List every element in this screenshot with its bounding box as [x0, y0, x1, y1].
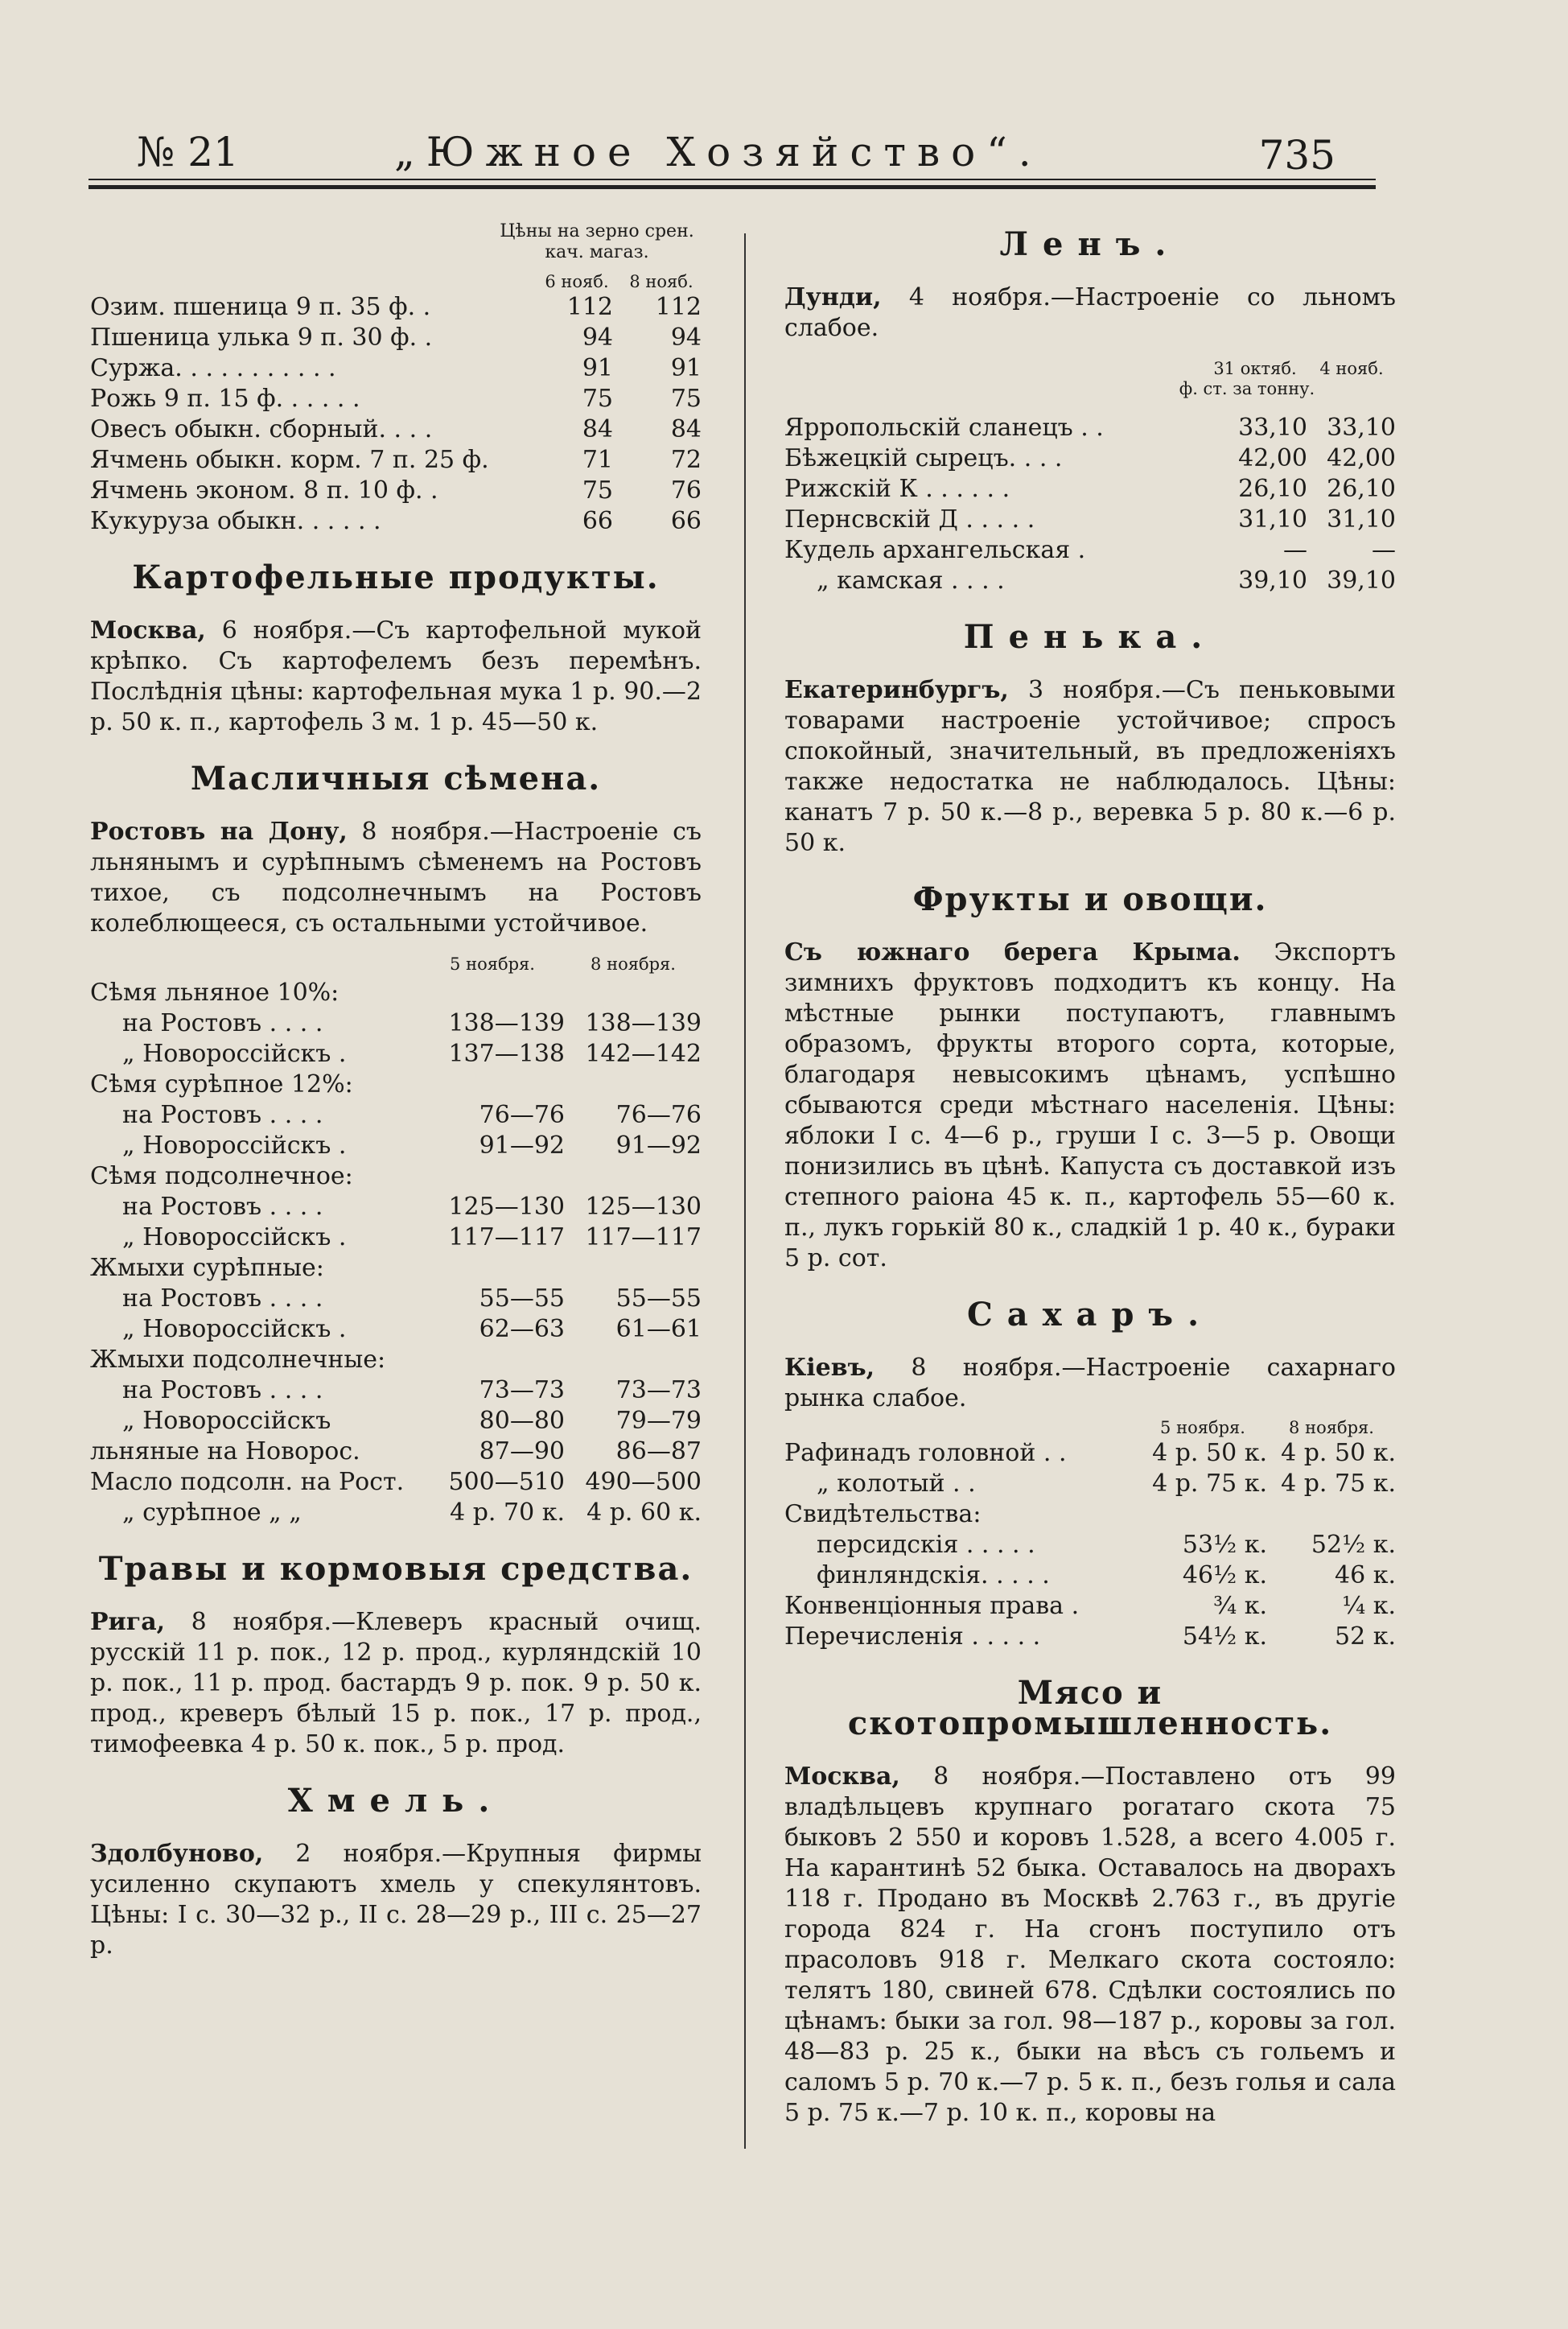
cell: 125—130: [585, 1193, 702, 1221]
table-row: [90, 1039, 702, 1070]
flax-col2: 4 нояб.: [1319, 359, 1384, 378]
cell: 76—76: [615, 1101, 702, 1129]
cell: 112: [566, 293, 613, 321]
cell: 4 р. 75 к.: [1281, 1470, 1396, 1498]
row-label: на Ростовъ . . . .: [122, 1193, 323, 1221]
cell: 75: [582, 385, 613, 413]
table-row: [784, 443, 1396, 474]
table-row: [90, 1314, 702, 1345]
oilseeds-paragraph: [90, 817, 702, 939]
oilseeds-col-spacer: [90, 954, 420, 975]
oilseeds-table: [90, 954, 702, 1528]
cell: 52½ к.: [1311, 1531, 1396, 1559]
cell: 26,10: [1238, 475, 1307, 503]
cell: 125—130: [448, 1193, 565, 1221]
cell: 62—63: [479, 1315, 565, 1343]
cell: 4 р. 60 к.: [586, 1498, 702, 1527]
cell: 4 р. 50 к.: [1152, 1439, 1267, 1467]
cell: ¾ к.: [1213, 1592, 1267, 1620]
cell: 33,10: [1327, 414, 1396, 442]
row-label: Конвенціонныя права .: [784, 1592, 1080, 1620]
row-label: на Ростовъ . . . .: [122, 1101, 323, 1129]
row-label: „ Новороссійскъ: [122, 1407, 331, 1435]
row-label: Рижскій К . . . . . .: [784, 475, 1010, 503]
cell: 91: [582, 354, 613, 382]
grass-paragraph: [90, 1607, 702, 1760]
page-number: 735: [1258, 132, 1335, 179]
cell: [565, 978, 702, 1008]
sugar-col-spacer: [784, 1417, 1138, 1438]
cell: 500—510: [448, 1468, 565, 1496]
table-row: [90, 1284, 702, 1314]
row-label: Свидѣтельства:: [784, 1500, 982, 1528]
cell: 112: [655, 293, 702, 321]
flax-table: [784, 358, 1396, 596]
fruit-paragraph: [784, 938, 1396, 1274]
row-label: Рафинадъ головной . .: [784, 1439, 1067, 1467]
row-label: „ Новороссійскъ .: [122, 1132, 347, 1160]
row-label: финляндскія. . . . .: [817, 1561, 1050, 1589]
right-column: [784, 221, 1396, 2143]
cell: 91—92: [615, 1132, 702, 1160]
row-label: Кукуруза обыкн. . . . . .: [90, 507, 381, 535]
cell: 73—73: [479, 1376, 565, 1404]
table-row: [90, 353, 702, 384]
hemp-heading: Пенька.: [963, 618, 1217, 656]
fruit-place: Съ южнаго берега Крыма.: [784, 938, 1241, 967]
flax-rows: [784, 413, 1396, 596]
table-row: [90, 476, 702, 506]
table-row: [784, 1499, 1396, 1530]
grass-heading: Травы и кормовыя средства.: [98, 1550, 693, 1588]
cell: [1267, 1499, 1396, 1530]
cell: 39,10: [1327, 567, 1396, 595]
cell: 138—139: [585, 1009, 702, 1037]
row-label: Пернсвскій Д . . . . .: [784, 505, 1035, 534]
cell: ¼ к.: [1342, 1592, 1396, 1620]
cell: 73—73: [615, 1376, 702, 1404]
table-row: [784, 1530, 1396, 1560]
row-label: льняные на Новорос.: [90, 1437, 360, 1465]
oilseeds-col1: 5 ноября.: [450, 954, 535, 974]
row-label: Жмыхи сурѣпные:: [90, 1254, 324, 1282]
table-row: [784, 505, 1396, 535]
table-row: [90, 1131, 702, 1161]
table-row: [784, 535, 1396, 566]
row-label: Бѣжецкій сырецъ. . . .: [784, 444, 1063, 472]
row-label: „ Новороссійскъ .: [122, 1223, 347, 1251]
oilseeds-rows: [90, 978, 702, 1528]
cell: 54½ к.: [1182, 1622, 1267, 1651]
table-row: [90, 1375, 702, 1406]
row-label: Суржа. . . . . . . . . . .: [90, 354, 336, 382]
grass-text: 8 ноября.—Клеверъ красный очищ. русскій 11 р. пок., 12 р. прод., курляндскій 10 р. пок., 11 р. прод. бастардъ 9 р. пок. 9 р. 50 к. прод., креверъ бѣлый 15 р. пок., 17 р. прод., тимофеевка 4 р. 50 к. пок., 5 р. прод.: [90, 1608, 702, 1758]
table-row: [90, 292, 702, 323]
cell: [565, 1070, 702, 1100]
meat-text: 8 ноября.—Поставлено отъ 99 владѣльцевъ крупнаго рогатаго скота 75 быковъ 2 550 и коровъ 1.528, а всего 4.005 г. На карантинѣ 52 быка. Оставалось на дворахъ 118 г. Продано въ Москвѣ 2.763 г., въ другіе города 824 г. На сгонъ поступило отъ прасоловъ 918 г. Мелкаго скота состояло: телятъ 180, свиней 678. Сдѣлки состоялись по цѣнамъ: быки за гол. 98—187 р., коровы за гол. 48—83 р. 25 к., быки на вѣсъ съ гольемъ и саломъ 5 р. 70 к.—7 р. 5 к. п., безъ голья и сала 5 р. 75 к.—7 р. 10 к. п., коровы на: [784, 1762, 1396, 2127]
hops-place: Здолбуново,: [90, 1840, 264, 1868]
oilseeds-place: Ростовъ на Дону,: [90, 818, 348, 846]
grain-rows: [90, 292, 702, 537]
cell: 46½ к.: [1182, 1561, 1267, 1589]
cell: 91—92: [479, 1132, 565, 1160]
table-row: [90, 1253, 702, 1284]
header-rule-thin: [88, 179, 1376, 180]
hops-heading: Хмель.: [287, 1782, 504, 1820]
row-label: „ камская . . . .: [817, 567, 1005, 595]
flax-place: Дунди,: [784, 283, 882, 311]
oilseeds-text: 8 ноября.—Настроеніе съ льнянымъ и сурѣпнымъ сѣменемъ на Ростовъ тихое, съ подсолнечнымъ на Ростовъ колеблющееся, съ остальными устойчивое.: [90, 818, 702, 938]
cell: [565, 1253, 702, 1284]
cell: 4 р. 75 к.: [1152, 1470, 1267, 1498]
oilseeds-col-headers: [90, 954, 702, 975]
table-row: [90, 978, 702, 1008]
cell: 142—142: [585, 1040, 702, 1068]
table-row: [784, 1438, 1396, 1469]
potato-heading: Картофельные продукты.: [132, 559, 660, 596]
cell: —: [1283, 536, 1307, 564]
grain-col-spacer: [90, 271, 533, 292]
cell: 31,10: [1238, 505, 1307, 534]
row-label: Сѣмя сурѣпное 12%:: [90, 1070, 353, 1099]
cell: 87—90: [479, 1437, 565, 1465]
row-label: Пшеница улька 9 п. 30 ф. .: [90, 324, 433, 352]
meat-place: Москва,: [784, 1762, 900, 1791]
sugar-col-headers: [784, 1417, 1396, 1438]
sugar-col2: 8 ноября.: [1289, 1418, 1374, 1437]
cell: 79—79: [615, 1407, 702, 1435]
cell: [565, 1161, 702, 1192]
hemp-paragraph: [784, 675, 1396, 859]
cell: 71: [582, 446, 613, 474]
table-row: [90, 1345, 702, 1375]
row-label: на Ростовъ . . . .: [122, 1376, 323, 1404]
cell: 55—55: [479, 1284, 565, 1313]
cell: 490—500: [585, 1468, 702, 1496]
cell: 117—117: [585, 1223, 702, 1251]
row-label: Сѣмя льняное 10%:: [90, 979, 340, 1007]
table-row: [90, 1467, 702, 1498]
cell: [420, 1253, 565, 1284]
sugar-text: 8 ноября.—Настроеніе сахарнаго рынка слабое.: [784, 1354, 1396, 1412]
cell: 61—61: [615, 1315, 702, 1343]
column-divider: [744, 233, 746, 2149]
cell: 94: [582, 324, 613, 352]
potato-text: 6 ноября.—Съ картофельной мукой крѣпко. Съ картофелемъ безъ перемѣнъ. Послѣднія цѣны: картофельная мука 1 р. 90.—2 р. 50 к. п., картофель 3 м. 1 р. 45—50 к.: [90, 616, 702, 736]
hops-paragraph: [90, 1839, 702, 1961]
cell: 33,10: [1238, 414, 1307, 442]
row-label: Перечисленія . . . . .: [784, 1622, 1041, 1651]
grain-col-headers: [90, 271, 702, 292]
potato-paragraph: [90, 616, 702, 738]
sugar-col1: 5 ноября.: [1160, 1418, 1245, 1437]
row-label: Кудель архангельская .: [784, 536, 1086, 564]
fruit-text: Экспортъ зимнихъ фруктовъ подходитъ къ концу. На мѣстные рынки поступаютъ, главнымъ образомъ, фрукты второго сорта, которые, благодаря невысокимъ цѣнамъ, успѣшно сбываются среди мѣстнаго населенія. Цѣны: яблоки I с. 4—6 р., груши I с. 3—5 р. Овощи понизились въ цѣнѣ. Капуста съ доставкой изъ степного раіона 45 к. п., картофель 55—60 к. п., лукъ горькій 80 к., сладкій 1 р. 40 к., бураки 5 р. сот.: [784, 938, 1396, 1272]
cell: 31,10: [1327, 505, 1396, 534]
row-label: Ячмень обыкн. корм. 7 п. 25 ф.: [90, 446, 489, 474]
left-column: [90, 221, 702, 1976]
cell: —: [1372, 536, 1396, 564]
cell: 4 р. 50 к.: [1281, 1439, 1396, 1467]
row-label: „ колотый . .: [817, 1470, 976, 1498]
cell: [420, 1161, 565, 1192]
cell: 91: [670, 354, 702, 382]
flax-heading: Ленъ.: [999, 225, 1181, 263]
page-header: [88, 121, 1376, 185]
flax-col1: 31 октяб.: [1213, 359, 1297, 378]
row-label: „ Новороссійскъ .: [122, 1315, 347, 1343]
row-label: „ сурѣпное „ „: [122, 1498, 302, 1527]
table-row: [90, 323, 702, 353]
hemp-place: Екатеринбургъ,: [784, 676, 1009, 704]
table-row: [90, 1070, 702, 1100]
oilseeds-heading: Масличныя сѣмена.: [190, 760, 602, 798]
table-row: [784, 1560, 1396, 1591]
cell: 53½ к.: [1182, 1531, 1267, 1559]
sugar-paragraph: [784, 1353, 1396, 1414]
table-row: [90, 384, 702, 414]
grain-table: [90, 221, 702, 537]
table-row: [784, 1591, 1396, 1622]
oilseeds-col2: 8 ноября.: [591, 954, 676, 974]
row-label: Озим. пшеница 9 п. 35 ф. .: [90, 293, 431, 321]
row-label: Овесъ обыкн. сборный. . . .: [90, 415, 433, 443]
flax-paragraph: [784, 282, 1396, 344]
table-row: [784, 566, 1396, 596]
meat-heading: Мясо и скотопромышленность.: [847, 1674, 1333, 1742]
issue-number: № 21: [137, 129, 239, 175]
table-row: [90, 1406, 702, 1437]
sugar-place: Кіевъ,: [784, 1354, 875, 1382]
row-label: Сѣмя подсолнечное:: [90, 1162, 353, 1190]
cell: 137—138: [448, 1040, 565, 1068]
cell: 42,00: [1327, 444, 1396, 472]
flax-col-headers: [784, 358, 1396, 379]
table-row: [784, 1469, 1396, 1499]
sugar-table: [784, 1417, 1396, 1652]
cell: 26,10: [1327, 475, 1396, 503]
cell: 138—139: [448, 1009, 565, 1037]
cell: 76: [670, 476, 702, 505]
table-row: [90, 1161, 702, 1192]
hemp-text: 3 ноября.—Съ пеньковыми товарами настроеніе устойчивое; спросъ спокойный, значительный, въ предложеніяхъ также недостатка не наблюдалось. Цѣны: канатъ 7 р. 50 к.—8 р., веревка 5 р. 80 к.—6 р. 50 к.: [784, 676, 1396, 857]
cell: 52 к.: [1335, 1622, 1396, 1651]
cell: 75: [670, 385, 702, 413]
table-row: [90, 1008, 702, 1039]
sugar-heading: Сахаръ.: [966, 1296, 1214, 1334]
table-row: [90, 445, 702, 476]
cell: 75: [582, 476, 613, 505]
table-row: [784, 1622, 1396, 1652]
flax-unit: ф. ст. за тонну.: [1179, 379, 1315, 398]
cell: [420, 1070, 565, 1100]
table-row: [90, 1222, 702, 1253]
cell: 80—80: [479, 1407, 565, 1435]
hops-text: 2 ноября.—Крупныя фирмы усиленно скупаютъ хмель у спекулянтовъ. Цѣны: I с. 30—32 р., II с. 28—29 р., III с. 25—27 р.: [90, 1840, 702, 1960]
meat-paragraph: [784, 1762, 1396, 2129]
row-label: на Ростовъ . . . .: [122, 1009, 323, 1037]
cell: 66: [670, 507, 702, 535]
cell: 117—117: [448, 1223, 565, 1251]
sugar-rows: [784, 1438, 1396, 1652]
cell: 4 р. 70 к.: [450, 1498, 565, 1527]
cell: 94: [670, 324, 702, 352]
cell: 66: [582, 507, 613, 535]
grain-col1: 6 нояб.: [545, 272, 609, 291]
fruit-heading: Фрукты и овощи.: [912, 880, 1268, 918]
cell: 86—87: [615, 1437, 702, 1465]
journal-title: „Южное Хозяйство“.: [394, 129, 1043, 175]
cell: [420, 1345, 565, 1375]
cell: 72: [670, 446, 702, 474]
cell: 39,10: [1238, 567, 1307, 595]
cell: 46 к.: [1335, 1561, 1396, 1589]
table-row: [784, 413, 1396, 443]
potato-place: Москва,: [90, 616, 206, 645]
table-row: [784, 474, 1396, 505]
flax-text: 4 ноября.—Настроеніе со льномъ слабое.: [784, 283, 1396, 342]
table-row: [90, 1100, 702, 1131]
row-label: „ Новороссійскъ .: [122, 1040, 347, 1068]
table-row: [90, 1192, 702, 1222]
cell: [1138, 1499, 1267, 1530]
row-label: персидскія . . . . .: [817, 1531, 1035, 1559]
flax-col-spacer: [784, 358, 1203, 379]
cell: 55—55: [615, 1284, 702, 1313]
row-label: на Ростовъ . . . .: [122, 1284, 323, 1313]
cell: 76—76: [479, 1101, 565, 1129]
table-row: [90, 1498, 702, 1528]
grain-caption: Цѣны на зерно срен. кач. магаз.: [500, 221, 694, 262]
row-label: Масло подсолн. на Рост.: [90, 1468, 405, 1496]
row-label: Ярропольскій сланецъ . .: [784, 414, 1104, 442]
cell: [565, 1345, 702, 1375]
row-label: Жмыхи подсолнечные:: [90, 1346, 386, 1374]
table-row: [90, 506, 702, 537]
cell: [420, 978, 565, 1008]
row-label: Ячмень эконом. 8 п. 10 ф. .: [90, 476, 438, 505]
table-row: [90, 414, 702, 445]
grain-col2: 8 нояб.: [629, 272, 693, 291]
cell: 84: [582, 415, 613, 443]
cell: 42,00: [1238, 444, 1307, 472]
table-row: [90, 1437, 702, 1467]
row-label: Рожь 9 п. 15 ф. . . . . .: [90, 385, 360, 413]
cell: 84: [670, 415, 702, 443]
header-rule-thick: [88, 185, 1376, 189]
grass-place: Рига,: [90, 1608, 166, 1636]
